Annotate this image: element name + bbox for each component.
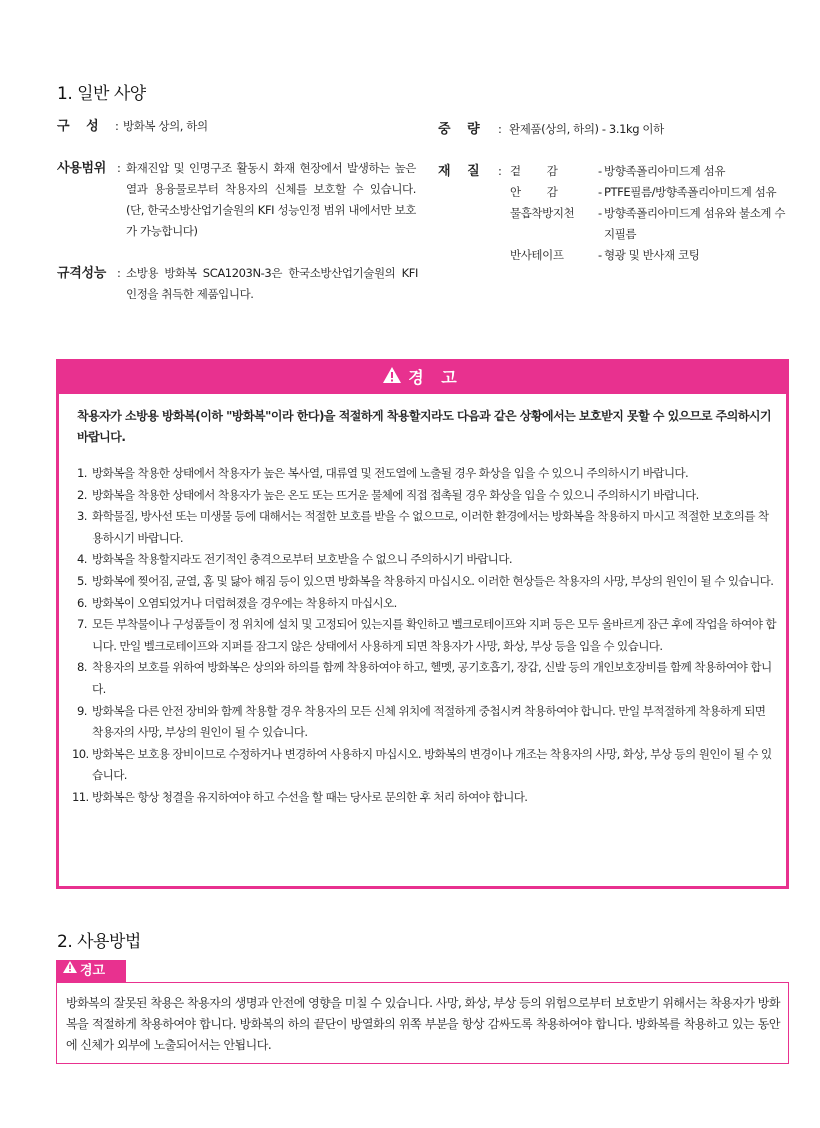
material-table: 겉 감 - 방향족폴리아미드계 섬유 안 감 - PTFE필름/방향족폴리아미드계 섬유 물흡착방지천 - 방향족폴리아미드계 섬유와 불소계 수지필름 반사테이프 - 형광 및 반사재 코팅 [510,164,786,262]
composition-value: 방화복 상의, 하의 [123,119,208,133]
list-item: 9. 방화복을 다른 안전 장비와 함께 착용할 경우 착용자의 모든 신체 위치에 적절하게 중첩시켜 착용하여야 합니다. 만일 부적절하게 착용하게 되면 착용자의 사망, 부상의 원인이 될 수 있습니다. [77,703,766,740]
warning-intro: 착용자가 소방용 방화복(이하 "방화복"이라 한다)을 적절하게 착용할지라도 다음과 같은 상황에서는 보호받지 못할 수 있으므로 주의하시기 바랍니다. [77,409,772,444]
performance-value: 소방용 방화복 SCA1203N-3은 한국소방산업기술원의 KFI 인정을 취득한 제품입니다. [126,266,418,301]
warning-box [56,359,789,889]
usage-warning-box [56,982,789,1064]
material-label: 재 질 [438,164,480,179]
warning-tag-label: 경고 [80,963,106,979]
spec-scope: 사용범위 : 화재진압 및 인명구조 활동시 화재 현장에서 발생하는 높은 열과 용융물로부터 착용자의 신체를 보호할 수 있습니다. (단, 한국소방산업기술원의 KFI 성능인정 범위 내에서만 보호가 가능합니다) [57,158,417,248]
list-item: 11. 방화복은 항상 청결을 유지하여야 하고 수선을 할 때는 당사로 문의한 후 처리 하여야 합니다. [72,789,528,804]
list-item: 8. 착용자의 보호를 위하여 방화복은 상의와 하의를 함께 착용하여야 하고, 헬멧, 공기호흡기, 장갑, 신발 등의 개인보호장비를 함께 착용하여야 합니다. [77,660,772,696]
warning-tag [56,960,126,982]
list-item: 1. 방화복을 착용한 상태에서 착용자가 높은 복사열, 대류열 및 전도열에 노출될 경우 화상을 입을 수 있으니 주의하시기 바랍니다. [77,466,689,480]
list-item: 6. 방화복이 오염되었거나 더럽혀졌을 경우에는 착용하지 마십시오. [77,595,397,610]
weight-value: 완제품(상의, 하의) - 3.1kg 이하 [509,122,664,136]
warning-title: 경 고 [408,368,463,387]
list-item: 4. 방화복을 착용할지라도 전기적인 충격으로부터 보호받을 수 없으니 주의하시기 바랍니다. [77,552,512,567]
weight-label: 중 량 [438,122,480,137]
warning-list [72,463,779,809]
spec-weight: 중 량 : 완제품(상의, 하의) - 3.1kg 이하 [438,119,798,141]
list-item: 2. 방화복을 착용한 상태에서 착용자가 높은 온도 또는 뜨거운 물체에 직접 접촉될 경우 화상을 입을 수 있으니 주의하시기 바랍니다. [77,487,699,502]
spec-performance: 규격성능 : 소방용 방화복 SCA1203N-3은 한국소방산업기술원의 KFI 인정을 취득한 제품입니다. [57,263,417,308]
spec-composition: 구 성 : 방화복 상의, 하의 [57,116,417,138]
list-item: 3. 화학물질, 방사선 또는 미생물 등에 대해서는 적절한 보호를 받을 수 없으므로, 이러한 환경에서는 방화복을 착용하지 마시고 적절한 보호의를 착용하시기 바랍니다. [77,509,769,545]
scope-value: 화재진압 및 인명구조 활동시 화재 현장에서 발생하는 높은 열과 용융물로부터 착용자의 신체를 보호할 수 있습니다. (단, 한국소방산업기술원의 KFI 성능인정 범위 내에서만 보호가 가능합니다) [126,161,416,238]
composition-label: 구 성 [57,119,99,134]
spec-material: 재 질 : 겉 감 - 방향족폴리아미드계 섬유 안 감 - PTFE필름/방향족폴리아미드계 섬유 물흡착방지천 - 방향족폴리아미드계 섬유와 불소계 수지필름 반사테이프 - 형광 및 반사재 코팅 [438,161,798,271]
list-item: 7. 모든 부착물이나 구성품들이 정 위치에 설치 및 고정되어 있는지를 확인하고 벨크로테이프와 지퍼 등은 모두 올바르게 잠근 후에 작업을 하여야 합니다. 만일 벨크로테이프와 지퍼를 잠그지 않은 상태에서 사용하게 되면 착용자가 사망, 화상, 부상 등을 입을 수 있습니다. [77,617,776,653]
list-item: 10. 방화복은 보호용 장비이므로 수정하거나 변경하여 사용하지 마십시오. 방화복의 변경이나 개조는 착용자의 사망, 화상, 부상 등의 원인이 될 수 있습니다. [72,746,772,783]
warning-header [59,362,786,394]
section-2-title: 2. 사용방법 [57,932,141,952]
warning-triangle-icon [62,960,78,982]
warning-triangle-icon [382,363,402,395]
section-1-title: 1. 일반 사양 [57,84,146,104]
usage-warning-text: 방화복의 잘못된 착용은 착용자의 생명과 안전에 영향을 미칠 수 있습니다. 사망, 화상, 부상 등의 위험으로부터 보호받기 위해서는 착용자가 방화복을 적절하게 착용하여야 합니다. 방화복의 하의 끝단이 방열화의 위쪽 부분을 항상 감싸도록 착용하여야 합니다. 방화복를 착용하고 있는 동안에 신체가 외부에 노출되어서는 안됩니다. [66,996,780,1052]
scope-label: 사용범위 [57,161,107,176]
performance-label: 규격성능 [57,266,107,281]
list-item: 5. 방화복에 찢어짐, 균열, 홈 및 닳아 해짐 등이 있으면 방화복을 착용하지 마십시오. 이러한 현상들은 착용자의 사망, 부상의 원인이 될 수 있습니다. [77,573,774,588]
